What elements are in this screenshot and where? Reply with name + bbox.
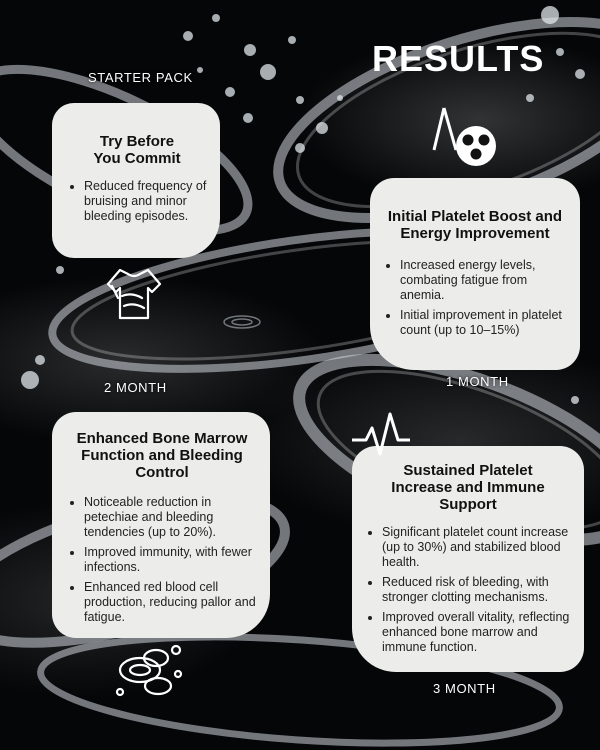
- card-1-month-heading: Initial Platelet Boost and Energy Improvement: [387, 208, 563, 242]
- card-3-month-bullet: • Reduced risk of bleeding, with stronger clotting mechanisms.: [382, 575, 572, 605]
- page-title: RESULTS: [372, 38, 545, 79]
- phase-label-2-month: 2 MONTH: [104, 380, 167, 395]
- card-3-month: [352, 446, 584, 672]
- card-2-month: [52, 412, 270, 638]
- phase-label-starter: STARTER PACK: [88, 70, 193, 85]
- card-2-month-bullet: • Noticeable reduction in petechiae and bleeding tendencies (up to 20%).: [84, 495, 258, 540]
- card-2-month-bullet: • Enhanced red blood cell production, reducing pallor and fatigue.: [84, 580, 258, 625]
- shirt-icon: [102, 262, 166, 326]
- phase-label-3-month: 3 MONTH: [433, 681, 496, 696]
- card-starter-bullet: • Reduced frequency of bruising and minor bleeding episodes.: [84, 179, 208, 224]
- card-3-month-bullet: • Improved overall vitality, reflecting enhanced bone marrow and immune function.: [382, 610, 572, 655]
- card-1-month-list: [382, 258, 568, 338]
- card-1-month-bullet: • Initial improvement in platelet count (up to 10–15%): [400, 308, 568, 338]
- card-starter: [52, 103, 220, 258]
- card-2-month-list: [66, 495, 258, 625]
- card-1-month-bullet: • Increased energy levels, combating fatigue from anemia.: [400, 258, 568, 303]
- heartbeat-icon: [350, 410, 412, 466]
- card-starter-heading: Try Before You Commit: [93, 133, 181, 167]
- card-3-month-list: [364, 525, 572, 655]
- card-2-month-bullet: • Improved immunity, with fewer infections.: [84, 545, 258, 575]
- card-starter-list: [66, 179, 208, 224]
- drop-cells-icon: [430, 104, 500, 170]
- card-3-month-bullet: • Significant platelet count increase (up to 30%) and stabilized blood health.: [382, 525, 572, 570]
- phase-label-1-month: 1 MONTH: [446, 374, 509, 389]
- card-1-month: [370, 178, 580, 370]
- card-3-month-heading: Sustained Platelet Increase and Immune Support: [391, 462, 545, 513]
- blood-cells-icon: [112, 640, 186, 702]
- card-2-month-heading: Enhanced Bone Marrow Function and Bleeding Control: [76, 430, 248, 481]
